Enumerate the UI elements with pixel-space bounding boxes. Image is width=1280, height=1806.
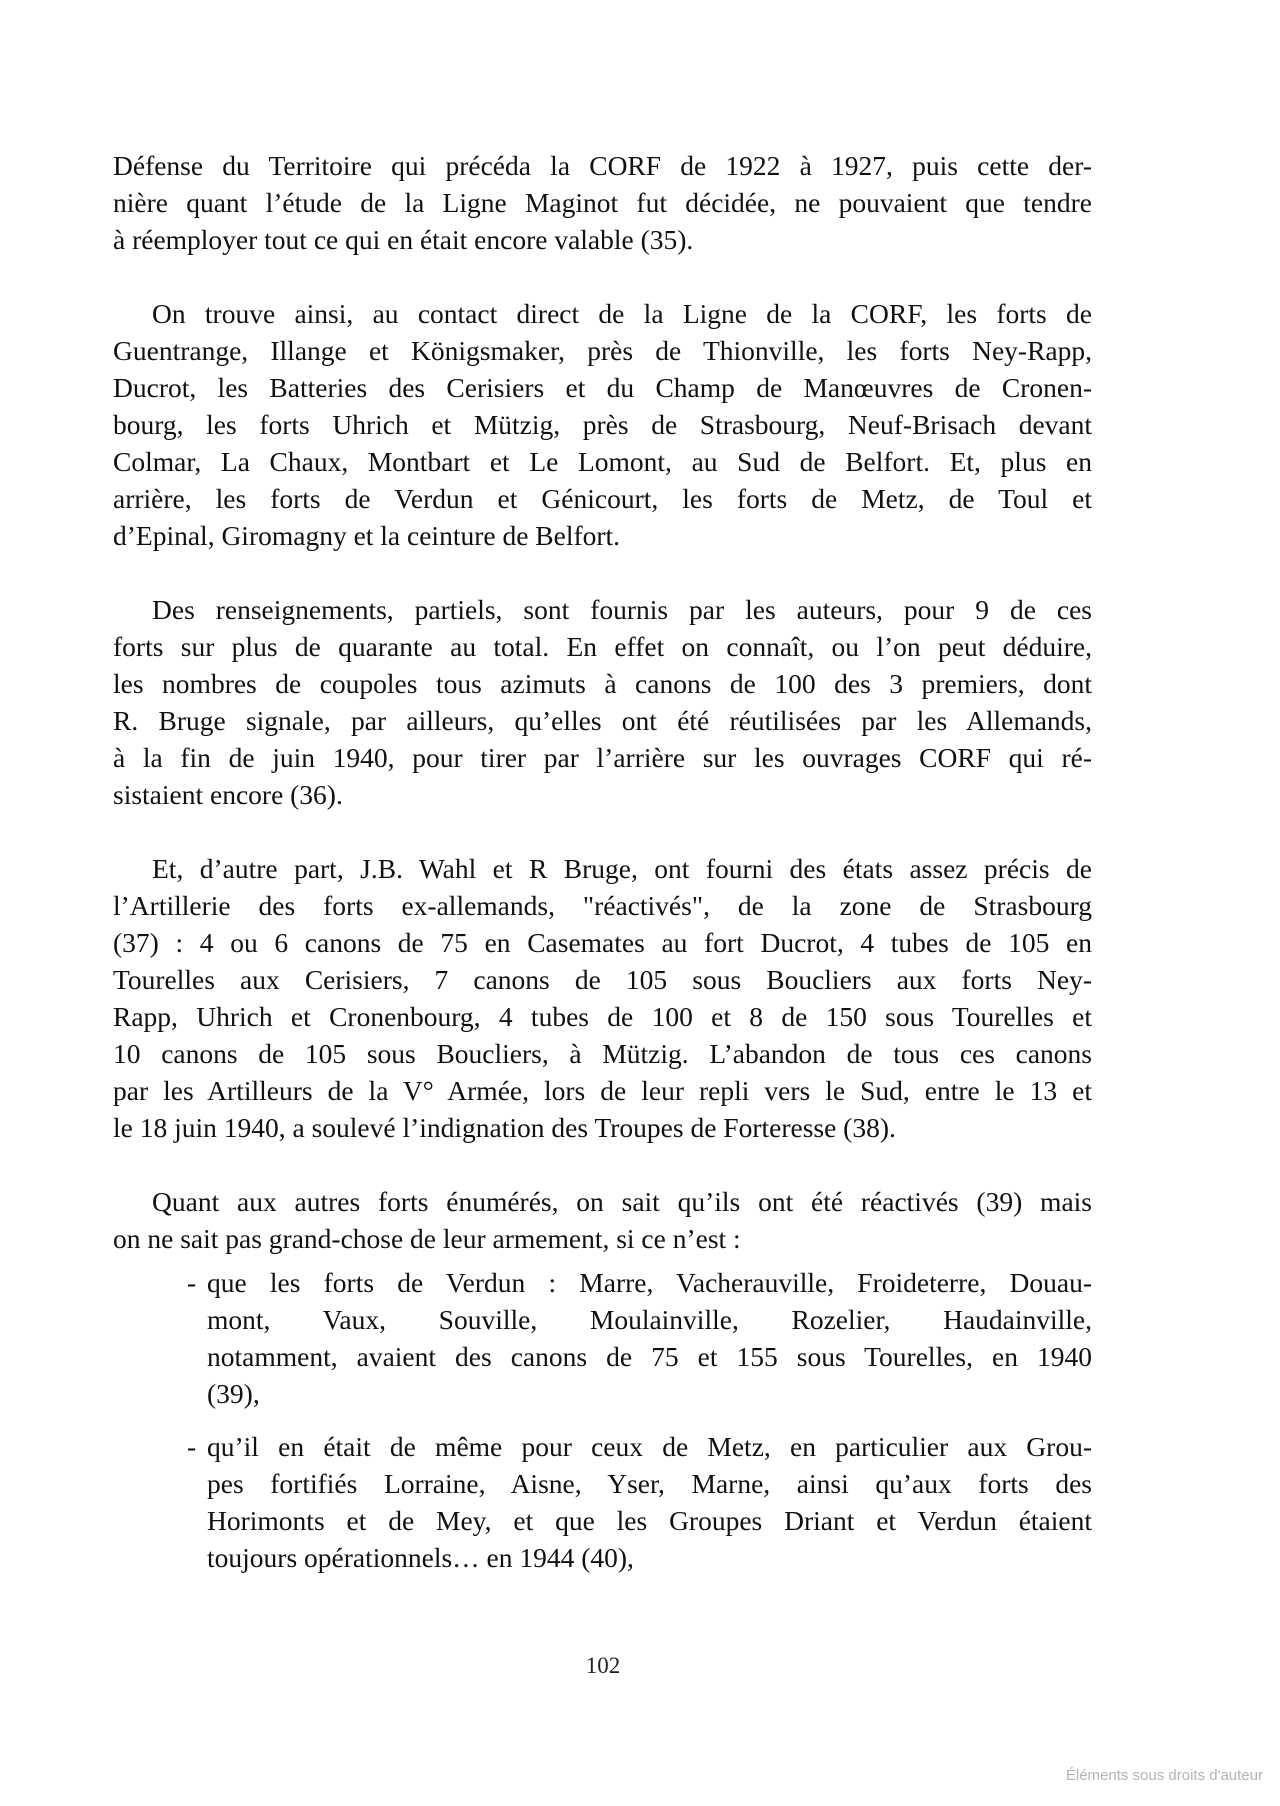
text-line: toujours opérationnels… en 1944 (40), [207, 1542, 634, 1573]
text-line: Et, d’autre part, J.B. Wahl et R Bruge, ont fourni des états assez précis de [152, 853, 1092, 884]
text-line: mont, Vaux, Souville, Moulainville, Rozelier, Haudainville, [207, 1304, 1092, 1335]
text-line: 10 canons de 105 sous Boucliers, à Mützig. L’abandon de tous ces canons [113, 1038, 1092, 1069]
text-line: à la fin de juin 1940, pour tirer par l’arrière sur les ouvrages CORF qui ré- [113, 742, 1092, 773]
text-line: à réemployer tout ce qui en était encore valable (35). [113, 224, 694, 255]
text-line: les nombres de coupoles tous azimuts à canons de 100 des 3 premiers, dont [113, 668, 1092, 699]
text-line: Défense du Territoire qui précéda la CORF de 1922 à 1927, puis cette der- [113, 150, 1092, 181]
text-line: Horimonts et de Mey, et que les Groupes Driant et Verdun étaient [207, 1505, 1092, 1536]
text-line: R. Bruge signale, par ailleurs, qu’elles ont été réutilisées par les Allemands, [113, 705, 1092, 736]
text-line: Quant aux autres forts énumérés, on sait qu’ils ont été réactivés (39) mais [152, 1186, 1092, 1217]
text-line: (39), [207, 1378, 260, 1409]
page-number: 102 [585, 1653, 621, 1678]
text-line: forts sur plus de quarante au total. En effet on connaît, ou l’on peut déduire, [113, 631, 1092, 662]
text-line: le 18 juin 1940, a soulevé l’indignation des Troupes de Forteresse (38). [113, 1112, 896, 1143]
text-line: Colmar, La Chaux, Montbart et Le Lomont, au Sud de Belfort. Et, plus en [113, 446, 1092, 477]
text-line: sistaient encore (36). [113, 779, 343, 810]
text-line: bourg, les forts Uhrich et Mützig, près de Strasbourg, Neuf-Brisach devant [113, 409, 1092, 440]
text-line: d’Epinal, Giromagny et la ceinture de Belfort. [113, 520, 621, 551]
text-line: (37) : 4 ou 6 canons de 75 en Casemates au fort Ducrot, 4 tubes de 105 en [113, 927, 1092, 958]
text-line: Rapp, Uhrich et Cronenbourg, 4 tubes de 100 et 8 de 150 sous Tourelles et [113, 1001, 1092, 1032]
text-line: par les Artilleurs de la V° Armée, lors de leur repli vers le Sud, entre le 13 et [113, 1075, 1092, 1106]
text-line: arrière, les forts de Verdun et Génicourt, les forts de Metz, de Toul et [113, 483, 1092, 514]
copyright-watermark: Éléments sous droits d'auteur [1065, 1767, 1263, 1784]
text-line: Guentrange, Illange et Königsmaker, près de Thionville, les forts Ney-Rapp, [113, 335, 1092, 366]
text-line: On trouve ainsi, au contact direct de la Ligne de la CORF, les forts de [152, 298, 1092, 329]
list-bullet-dash: - [187, 1267, 197, 1298]
text-line: Ducrot, les Batteries des Cerisiers et du Champ de Manœuvres de Cronen- [113, 372, 1092, 403]
text-line: qu’il en était de même pour ceux de Metz, en particulier aux Grou- [207, 1431, 1092, 1462]
text-line: pes fortifiés Lorraine, Aisne, Yser, Marne, ainsi qu’aux forts des [207, 1468, 1092, 1499]
text-line: que les forts de Verdun : Marre, Vacherauville, Froideterre, Douau- [207, 1267, 1092, 1298]
text-line: Tourelles aux Cerisiers, 7 canons de 105 sous Boucliers aux forts Ney- [113, 964, 1092, 995]
text-line: Des renseignements, partiels, sont fournis par les auteurs, pour 9 de ces [152, 594, 1092, 625]
text-line: nière quant l’étude de la Ligne Maginot fut décidée, ne pouvaient que tendre [113, 187, 1092, 218]
text-line: on ne sait pas grand-chose de leur armement, si ce n’est : [113, 1223, 741, 1254]
text-line: notamment, avaient des canons de 75 et 155 sous Tourelles, en 1940 [207, 1341, 1092, 1372]
text-line: l’Artillerie des forts ex-allemands, "réactivés", de la zone de Strasbourg [113, 890, 1092, 921]
list-bullet-dash: - [187, 1431, 197, 1462]
